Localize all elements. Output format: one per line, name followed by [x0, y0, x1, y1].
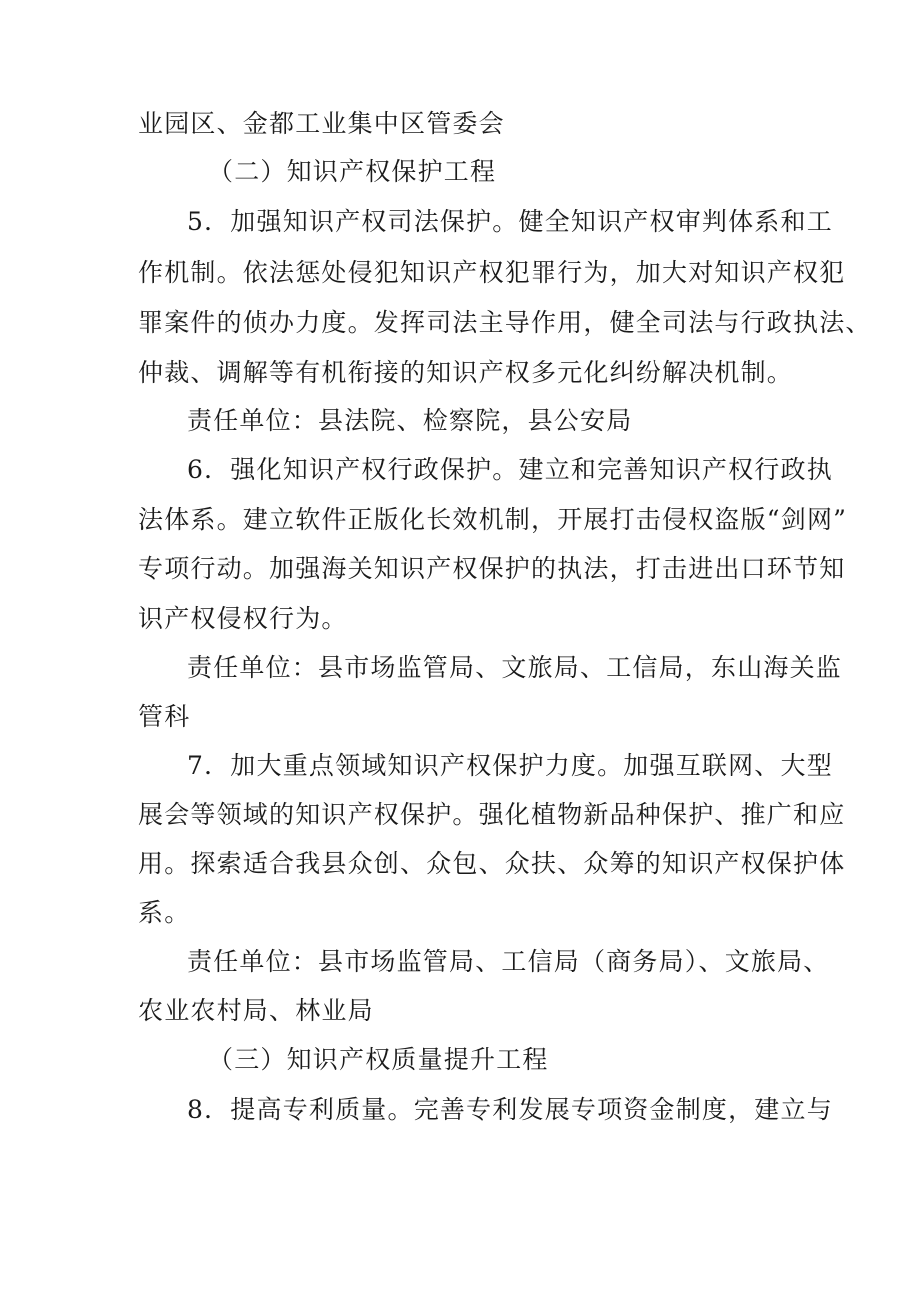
responsible-unit: 责任单位：县市场监管局、文旅局、工信局，东山海关监	[187, 653, 843, 682]
text-line: 仲裁、调解等有机衔接的知识产权多元化纠纷解决机制。	[138, 358, 794, 387]
text-line: 农业农村局、林业局	[138, 996, 374, 1025]
text-line: 法体系。建立软件正版化长效机制，开展打击侵权盗版“剑网”	[138, 505, 848, 534]
item-7-title: 7．加大重点领域知识产权保护力度。加强互联网、大型	[187, 751, 833, 780]
responsible-unit: 责任单位：县市场监管局、工信局（商务局）、文旅局、	[187, 947, 830, 976]
text-line: 管科	[138, 702, 191, 731]
text-line: 展会等领域的知识产权保护。强化植物新品种保护、推广和应	[138, 800, 846, 829]
text-line: 系。	[138, 898, 191, 927]
section-heading: （二）知识产权保护工程	[208, 157, 497, 186]
text-line: 业园区、金都工业集中区管委会	[138, 109, 505, 138]
text-line: 作机制。依法惩处侵犯知识产权犯罪行为，加大对知识产权犯	[138, 258, 846, 287]
text-line: 用。探索适合我县众创、众包、众扶、众筹的知识产权保护体	[138, 849, 846, 878]
item-8-title: 8．提高专利质量。完善专利发展专项资金制度，建立与	[187, 1095, 833, 1124]
section-heading: （三）知识产权质量提升工程	[208, 1045, 549, 1074]
item-6-title: 6．强化知识产权行政保护。建立和完善知识产权行政执	[187, 455, 833, 484]
text-line: 罪案件的侦办力度。发挥司法主导作用，健全司法与行政执法、	[138, 308, 872, 337]
text-line: 识产权侵权行为。	[138, 604, 348, 633]
responsible-unit: 责任单位：县法院、检察院，县公安局	[187, 406, 633, 435]
item-5-title: 5．加强知识产权司法保护。健全知识产权审判体系和工	[187, 207, 833, 236]
text-line: 专项行动。加强海关知识产权保护的执法，打击进出口环节知	[138, 554, 846, 583]
